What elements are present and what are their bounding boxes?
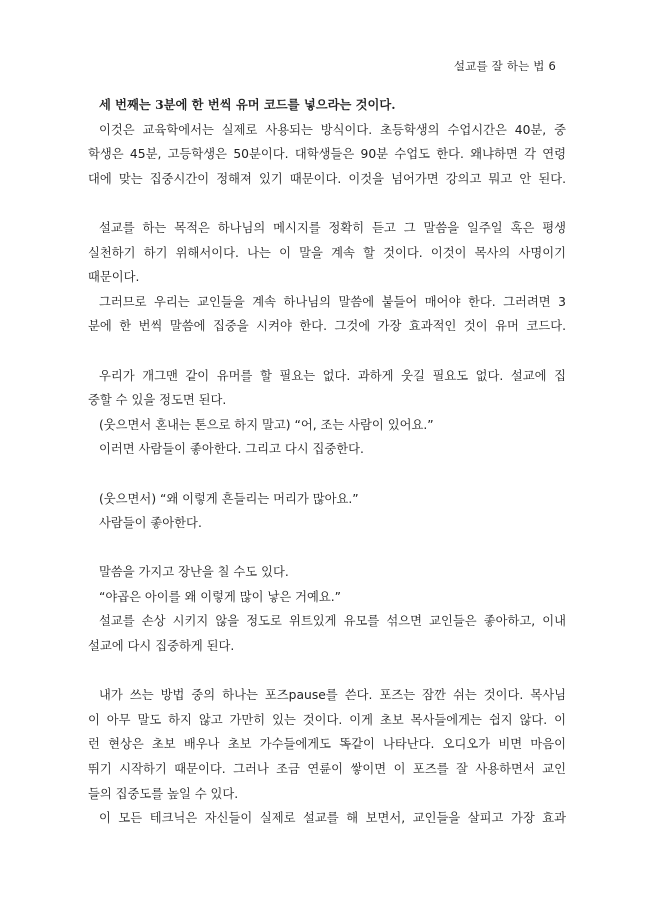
paragraph-line: 설교를 하는 목적은 하나님의 메시지를 정확히 듣고 그 말씀을 일주일 혹은 평생 — [99, 220, 566, 235]
dialogue-line: (웃으면서) “왜 이렇게 흔들리는 머리가 많아요.” — [99, 491, 359, 506]
paragraph-gap — [88, 191, 566, 216]
document-body — [88, 93, 566, 831]
paragraph-line: 학생은 45분, 고등학생은 50분이다. 대학생들은 90분 수업도 한다. 왜냐하면 각 연령 — [88, 147, 566, 162]
paragraph-gap — [88, 659, 566, 684]
paragraph-gap — [88, 339, 566, 364]
paragraph-line: 우리가 개그맨 같이 유머를 할 필요는 없다. 과하게 웃길 필요도 없다. 설교에 집 — [99, 368, 566, 383]
paragraph-line: 런 현상은 초보 배우나 초보 가수들에게도 똑같이 나타난다. 오디오가 비면 마음이 — [88, 737, 566, 752]
paragraph-line: 분에 한 번씩 말씀에 집중을 시켜야 한다. 그것에 가장 효과적인 것이 유머 코드다. — [88, 319, 566, 334]
paragraph-line: 때문이다. — [88, 270, 140, 285]
dialogue-line: “야곱은 아이를 왜 이렇게 많이 낳은 거예요.” — [99, 589, 342, 604]
paragraph-gap — [88, 462, 566, 487]
paragraph-line: 말씀을 가지고 장난을 칠 수도 있다. — [99, 565, 289, 580]
paragraph-line: 이러면 사람들이 좋아한다. 그리고 다시 집중한다. — [99, 442, 364, 457]
paragraph-line: 이 아무 말도 하지 않고 가만히 있는 것이다. 이게 초보 목사들에게는 쉽지 않다. 이 — [88, 712, 566, 727]
paragraph-line: 이 모든 테크닉은 자신들이 실제로 설교를 해 보면서, 교인들을 살피고 가장 효과 — [99, 811, 566, 826]
paragraph-line: 설교를 손상 시키지 않을 정도로 위트있게 유모를 섞으면 교인들은 좋아하고, 이내 — [99, 614, 566, 629]
paragraph-line: 들의 집중도를 높일 수 있다. — [88, 786, 239, 801]
paragraph-line: 뛰기 시작하기 때문이다. 그러나 조금 연륜이 쌓이면 이 포즈를 잘 사용하면서 교인 — [88, 762, 566, 777]
section-heading: 세 번째는 3분에 한 번씩 유머 코드를 넣으라는 것이다. — [99, 97, 396, 112]
paragraph-line: 설교에 다시 집중하게 된다. — [88, 639, 235, 654]
paragraph-line: 중할 수 있을 정도면 된다. — [88, 393, 227, 408]
paragraph-line: 이것은 교육학에서는 실제로 사용되는 방식이다. 초등학생의 수업시간은 40분, 중 — [99, 122, 566, 137]
paragraph-line: 사람들이 좋아한다. — [99, 516, 202, 531]
paragraph-gap — [88, 536, 566, 561]
paragraph-line: 내가 쓰는 방법 중의 하나는 포즈pause를 쓴다. 포즈는 잠깐 쉬는 것이다. 목사님 — [99, 688, 566, 703]
paragraph-line: 대에 맞는 집중시간이 정해져 있기 때문이다. 이것을 넘어가면 강의고 뭐고 안 된다. — [88, 171, 566, 186]
running-header: 설교를 잘 하는 법 6 — [453, 59, 556, 73]
paragraph-line: 그러므로 우리는 교인들을 계속 하나님의 말씀에 붙들어 매어야 한다. 그러려면 3 — [99, 294, 566, 309]
dialogue-line: (웃으면서 혼내는 톤으로 하지 말고) “어, 조는 사람이 있어요.” — [99, 417, 434, 432]
paragraph-line: 실천하기 하기 위해서이다. 나는 이 말을 계속 할 것이다. 이것이 목사의 사명이기 — [88, 245, 566, 260]
